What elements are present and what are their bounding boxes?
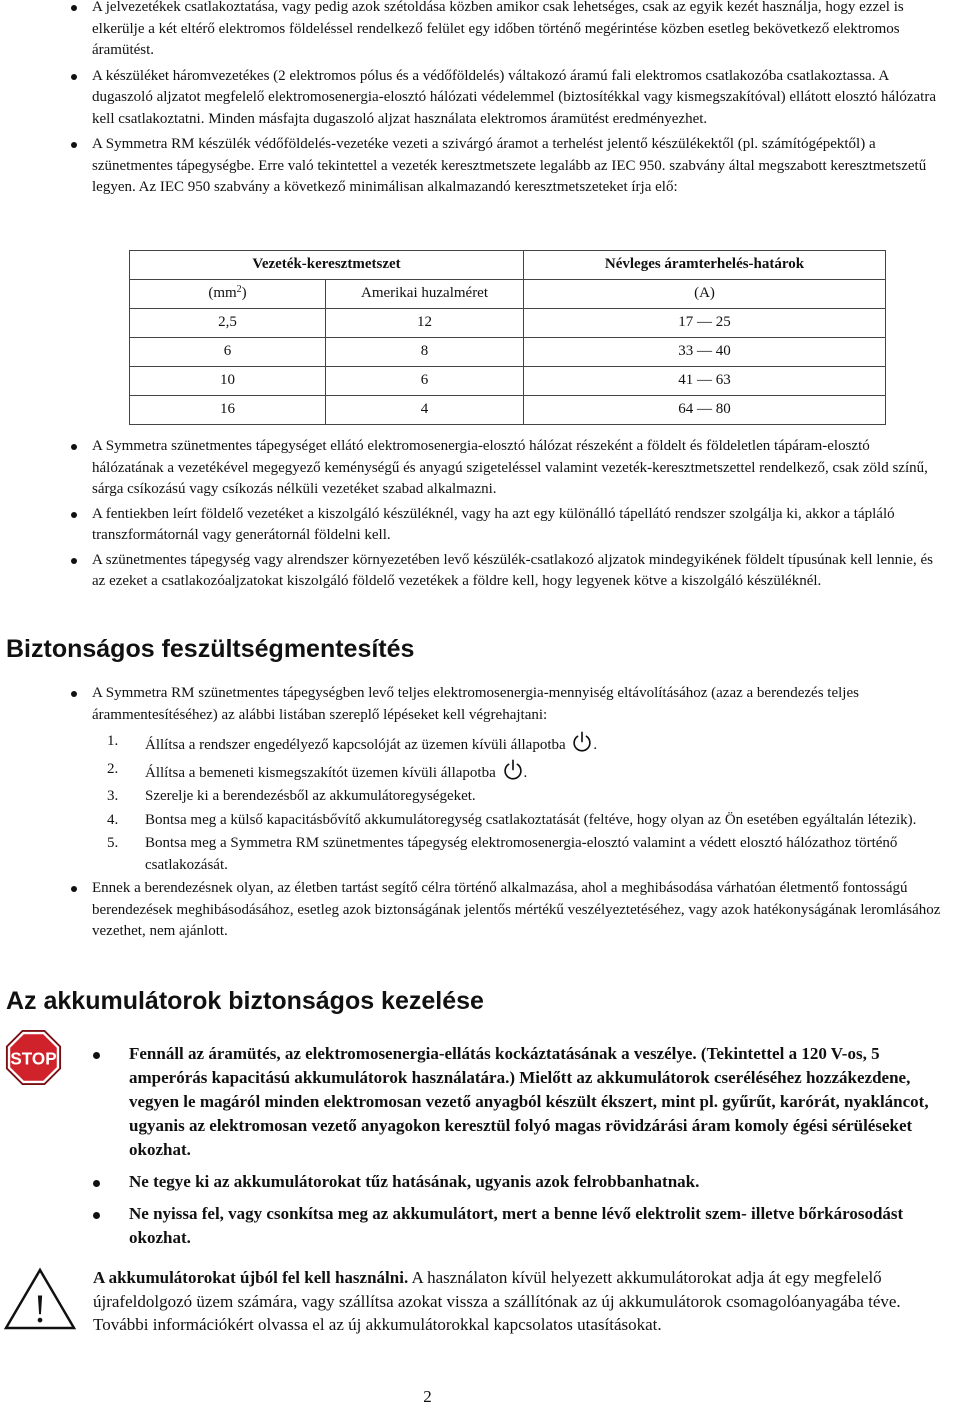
step-end: . bbox=[523, 764, 528, 781]
header-wire-size: Vezeték-keresztmetszet bbox=[130, 251, 524, 280]
deenergizing-list bbox=[0, 683, 945, 943]
power-icon bbox=[502, 759, 524, 781]
subheader-amp: (A) bbox=[524, 280, 886, 309]
step-number: 4. bbox=[107, 811, 119, 828]
list-item: A készüléket háromvezetékes (2 elektromos pólus és a védőföldelés) váltakozó áramú fali elektromos csatlakozóba csatlakoztassa. A dugaszoló aljzatot megfelelő elektromosenergia-elosztó hálózati védelemmel (biztosítékkal vagy kismegszakítóval) ellátott elosztó hálózatra kell csatlakoztatni. Minden másfajta dugaszoló aljzat használata elektromos áramütést eredményezhet. bbox=[0, 66, 940, 131]
list-item: Ne tegye ki az akkumulátorokat tűz hatásának, ugyanis azok felrobbanhatnak. bbox=[0, 1170, 945, 1194]
step-item bbox=[92, 759, 945, 785]
section-heading-deenergizing: Biztonságos feszültségmentesítés bbox=[6, 635, 415, 663]
step-number: 5. bbox=[107, 835, 119, 851]
header-current-limits: Névleges áramterhelés-határok bbox=[524, 251, 886, 280]
recycling-notice bbox=[93, 1266, 938, 1337]
step-end: . bbox=[593, 737, 598, 753]
recycling-notice-text: A használaton kívül helyezett akkumulátorokat adja át egy megfelelő újrafeldolgozó üzem számára, vagy szállítsa azokat vissza a szállítónak az új akkumulátorok csomagolóanyagába téve. További információkért olvassa el az új akkumulátorokkal kapcsolatos utasításokat. bbox=[93, 1268, 901, 1334]
table-row bbox=[130, 338, 886, 367]
step-item bbox=[92, 810, 945, 832]
cell-awg: 12 bbox=[326, 309, 524, 338]
step-text: Szerelje ki a berendezésből az akkumulátoregységeket. bbox=[145, 788, 476, 804]
deenergizing-steps bbox=[92, 731, 945, 876]
step-item bbox=[92, 786, 945, 808]
cell-amp: 33 ― 40 bbox=[524, 338, 886, 367]
deenergizing-intro: A Symmetra RM szünetmentes tápegységben levő teljes elektromosenergia-mennyiség eltávolításához (azaz a berendezés teljes árammentesítéséhez) az alábbi listában szereplő lépéseket kell végrehajtani: bbox=[92, 685, 859, 723]
list-item bbox=[0, 683, 945, 876]
grounding-instructions-list bbox=[0, 0, 940, 203]
list-item: A jelvezetékek csatlakoztatása, vagy pedig azok szétoldása közben amikor csak lehetséges, csak az egyik kezét használja, hogy ezzel is elkerülje a két eltérő elektromos földeléssel rendelkező felület egy időben történő megérintése közben esetleg bekövetkező elektromos áramütést. bbox=[0, 0, 940, 62]
list-item: A Symmetra RM készülék védőföldelés-vezetéke vezeti a szivárgó áramot a terhelést jelentő készülékektől (pl. számítógépektől) a szünetmentes tápegységbe. Erre való tekintettel a vezeték keresztmetszete legalább az IEC 950. szabvány által megszabott keresztmetszetű legyen. Az IEC 950 szabvány a következő minimálisan alkalmazandó keresztmetszeteket írja elő: bbox=[0, 134, 940, 199]
step-text: Bontsa meg a külső kapacitásbővítő akkumulátoregység csatlakoztatását (feltéve, hogy olyan az Ön esetében egyáltalán létezik). bbox=[145, 811, 917, 828]
page-number: 2 bbox=[423, 1387, 432, 1406]
list-item: A Symmetra szünetmentes tápegységet ellátó elektromosenergia-elosztó hálózat részeként a földelt és földeletlen tápáram-elosztó hálózatának a vezetékével megegyező keménységű és anyagú szigeteléssel valamint vezeték-keresztmetszettel rendelkező, csak zöld színű, sárga csíkozású vagy csíkozás nélküli vezetéket szabad alkalmazni. bbox=[0, 436, 940, 501]
step-text: Bontsa meg a Symmetra RM szünetmentes tápegység elektromosenergia-elosztó valamint a védett elosztó hálózathoz történő csatlakozását. bbox=[145, 835, 898, 873]
step-text: Állítsa a bemeneti kismegszakítót üzemen kívüli állapotba bbox=[145, 764, 496, 781]
step-number: 1. bbox=[107, 733, 119, 749]
cell-mm2: 16 bbox=[130, 396, 326, 425]
cell-awg: 4 bbox=[326, 396, 524, 425]
stop-sign-label: STOP bbox=[10, 1049, 57, 1069]
step-number: 2. bbox=[107, 760, 119, 777]
subheader-awg: Amerikai huzalméret bbox=[326, 280, 524, 309]
ground-wire-list bbox=[0, 436, 940, 596]
table-row bbox=[130, 367, 886, 396]
table-row bbox=[130, 309, 886, 338]
table-subheader-row bbox=[130, 280, 886, 309]
cell-amp: 64 ― 80 bbox=[524, 396, 886, 425]
step-number: 3. bbox=[107, 788, 119, 804]
table-row bbox=[130, 396, 886, 425]
cell-mm2: 2,5 bbox=[130, 309, 326, 338]
power-icon bbox=[571, 731, 593, 753]
section-heading-battery-safety: Az akkumulátorok biztonságos kezelése bbox=[6, 987, 484, 1015]
table-header-row bbox=[130, 251, 886, 280]
list-item: Ennek a berendezésnek olyan, az életben tartást segítő célra történő alkalmazása, ahol a meghibásodása várhatóan életmentő fontosságú berendezések meghibásodásához, esetleg azok biztonságának jelentős mértékű veszélyeztetéséhez, vagy azok hatékonyságának leromlásához vezethet, nem ajánlott. bbox=[0, 878, 945, 943]
cell-mm2: 6 bbox=[130, 338, 326, 367]
list-item: A szünetmentes tápegység vagy alrendszer környezetében levő készülék-csatlakozó aljzatok mindegyikének földelt típusúnak kell lennie, és az ezeket a csatlakozóaljzatokat kiszolgáló földelő vezetékek a földre kell, hogy legyenek kötve a kiszolgáló készüléknél. bbox=[0, 550, 940, 593]
cell-amp: 41 ― 63 bbox=[524, 367, 886, 396]
list-item: Fennáll az áramütés, az elektromosenergia-ellátás kockáztatásának a veszélye. (Tekintettel a 120 V-os, 5 amperórás kapacitású akkumulátorok használatára.) Mielőtt az akkumulátorok cseréléséhez hozzákezdene, vegyen le magáról minden elektromosan vezető anyagból készült ékszert, mint pl. gyűrűt, karórát, nyakláncot, ugyanis az elektromosan vezető anyagokon keresztül folyó magas rövidzárási áram komoly égési sérüléseket okozhat. bbox=[0, 1042, 945, 1162]
step-item bbox=[92, 731, 945, 757]
cell-mm2: 10 bbox=[130, 367, 326, 396]
list-item: A fentiekben leírt földelő vezetéket a kiszolgáló készüléknél, vagy ha azt egy különálló tápellátó rendszer szolgálja ki, akkor a tápláló transzformátornál vagy generátornál földelni kell. bbox=[0, 504, 940, 547]
step-text: Állítsa a rendszer engedélyező kapcsolóját az üzemen kívüli állapotba bbox=[145, 737, 566, 753]
subheader-mm2: $(mm^2)$ bbox=[130, 280, 326, 309]
cell-amp: 17 ― 25 bbox=[524, 309, 886, 338]
list-item: Ne nyissa fel, vagy csonkítsa meg az akkumulátort, mert a benne lévő elektrolit szem- illetve bőrkárosodást okozhat. bbox=[0, 1202, 945, 1250]
recycling-notice-lead: A akkumulátorokat újból fel kell használni. bbox=[93, 1268, 409, 1287]
battery-warnings-list bbox=[0, 1042, 945, 1258]
wire-size-table bbox=[129, 250, 886, 425]
cell-awg: 8 bbox=[326, 338, 524, 367]
warning-triangle-icon bbox=[4, 1267, 76, 1331]
warning-mark: ! bbox=[33, 1286, 47, 1331]
step-item bbox=[92, 833, 945, 876]
cell-awg: 6 bbox=[326, 367, 524, 396]
